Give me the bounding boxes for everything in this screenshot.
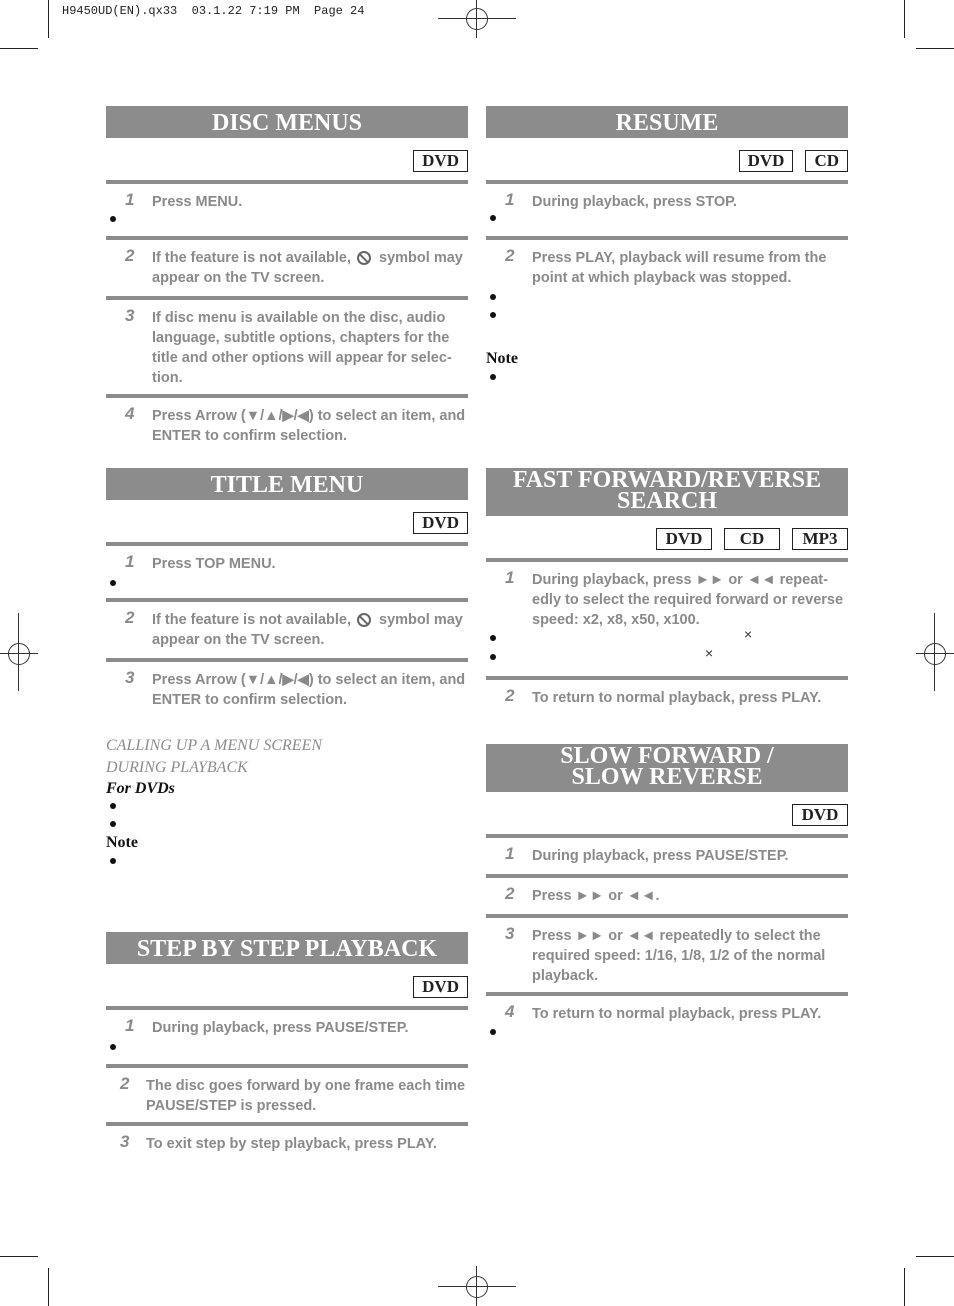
badge-row [106, 150, 468, 172]
registration-line [438, 1286, 516, 1287]
step-number: 2 [505, 884, 515, 903]
badge-row [106, 512, 468, 534]
times-symbol: × [744, 626, 753, 642]
calling-heading-line1: CALLING UP A MENU SCREEN [106, 737, 323, 754]
bullet [110, 803, 116, 809]
step-number: 1 [505, 844, 515, 863]
badge-row [486, 528, 848, 550]
step-number: 3 [120, 1132, 130, 1151]
bullet [110, 821, 116, 827]
step-text: Press PLAY, playback will resume from the point at which playback was stopped. [532, 250, 827, 286]
step [106, 180, 468, 236]
step-number: 3 [125, 306, 135, 325]
cd-badge: CD [724, 528, 780, 550]
prohibited-icon [357, 613, 371, 627]
badge-row [106, 976, 468, 998]
registration-line [438, 18, 516, 19]
step [106, 296, 468, 394]
print-slug: H9450UD(EN).qx33 03.1.22 7:19 PM Page 24 [62, 4, 365, 18]
step [486, 914, 848, 992]
step [106, 1064, 468, 1122]
step-text: Press TOP MENU. [152, 556, 276, 572]
section-title: TITLE MENU [106, 468, 468, 500]
resume-section [486, 106, 848, 348]
registration-line [934, 613, 935, 691]
registration-mark [466, 8, 488, 30]
bullet [490, 374, 496, 380]
bullet [490, 635, 496, 641]
registration-mark [8, 643, 30, 665]
step-text: Press Arrow (▼/▲/▶/◀) to select an item, and ENTER to confirm selection. [152, 408, 466, 444]
crop-mark [904, 0, 905, 38]
registration-line [18, 613, 19, 691]
registration-line [916, 653, 954, 654]
section-title-line: SEARCH [616, 488, 718, 514]
title-menu-section [106, 468, 468, 718]
step-number: 1 [125, 190, 135, 209]
crop-mark [48, 1268, 49, 1306]
step [106, 598, 468, 658]
registration-mark [924, 643, 946, 665]
note-label: Note [106, 834, 138, 851]
step-text-part: symbol may appear on the TV screen. [152, 612, 463, 648]
crop-mark [48, 0, 49, 38]
step [486, 834, 848, 874]
section-title-line: SLOW REVERSE [571, 764, 763, 790]
slow-section [486, 744, 848, 1048]
bullet [490, 1029, 496, 1035]
step-by-step-section [106, 932, 468, 1162]
step [106, 236, 468, 296]
step-text: Press ►► or ◄◄. [532, 888, 660, 904]
cd-badge: CD [805, 150, 848, 172]
step [486, 236, 848, 348]
bullet [490, 654, 496, 660]
step-number: 4 [505, 1002, 515, 1021]
section-title-line: SLOW FORWARD / [560, 743, 774, 769]
registration-line [476, 0, 477, 38]
step-text [152, 610, 468, 650]
section-title: STEP BY STEP PLAYBACK [106, 932, 468, 964]
step-number: 2 [505, 246, 515, 265]
step [106, 394, 468, 454]
badge-row [486, 804, 848, 826]
crop-mark [916, 48, 954, 49]
section-title [486, 744, 848, 792]
note-label: Note [486, 350, 518, 367]
crop-mark [0, 48, 38, 49]
step-number: 2 [505, 686, 515, 705]
badge-row [486, 150, 848, 172]
section-title [486, 468, 848, 516]
calling-heading-line2: DURING PLAYBACK [106, 759, 248, 776]
dvd-badge: DVD [413, 976, 468, 998]
step-number: 2 [120, 1074, 130, 1093]
disc-menus-section [106, 106, 468, 454]
step-text: Press MENU. [152, 194, 243, 210]
registration-line [0, 653, 38, 654]
step [486, 874, 848, 914]
dvd-badge: DVD [792, 804, 848, 826]
step [486, 558, 848, 676]
registration-mark [466, 1276, 488, 1298]
step-text: During playback, press STOP. [532, 194, 737, 210]
step [106, 542, 468, 598]
mp3-badge: MP3 [792, 528, 848, 550]
step-text: Press ►► or ◄◄ repeatedly to select the required speed: 1/16, 1/8, 1/2 of the normal playback. [532, 928, 826, 984]
step-number: 1 [505, 568, 515, 587]
bullet [490, 215, 496, 221]
step-text-part: If the feature is not available, [152, 612, 352, 628]
step-number: 1 [125, 1016, 135, 1035]
step-text: To return to normal playback, press PLAY. [532, 1006, 822, 1022]
fast-forward-section [486, 468, 848, 716]
step-text: During playback, press ►► or ◄◄ repeat-edly to select the required forward or reverse speed: x2, x8, x50, x100. [532, 572, 844, 628]
step-text: The disc goes forward by one frame each time PAUSE/STEP is pressed. [146, 1078, 466, 1114]
step-number: 3 [505, 924, 515, 943]
step-number: 1 [505, 190, 515, 209]
section-title: DISC MENUS [106, 106, 468, 138]
bullet [490, 294, 496, 300]
step-text: To return to normal playback, press PLAY. [532, 690, 822, 706]
section-title: RESUME [486, 106, 848, 138]
bullet [490, 312, 496, 318]
step [486, 180, 848, 236]
step-number: 3 [125, 668, 135, 687]
dvd-badge: DVD [739, 150, 794, 172]
dvd-badge: DVD [413, 150, 468, 172]
step-number: 4 [125, 404, 135, 423]
step-number: 2 [125, 608, 135, 627]
bullet [110, 580, 116, 586]
for-dvds-label: For DVDs [106, 780, 175, 797]
times-symbol: × [705, 645, 714, 661]
step-text: Press Arrow (▼/▲/▶/◀) to select an item, and ENTER to confirm selection. [152, 672, 466, 708]
step [106, 1122, 468, 1162]
step [486, 676, 848, 716]
step-number: 1 [125, 552, 135, 571]
step-number: 2 [125, 246, 135, 265]
step-text-part: symbol may appear on the TV screen. [152, 250, 463, 286]
step-text-part: If the feature is not available, [152, 250, 352, 266]
step [486, 992, 848, 1048]
section-title-line: FAST FORWARD/REVERSE [512, 467, 822, 493]
step-text: During playback, press PAUSE/STEP. [532, 848, 789, 864]
step [106, 1006, 468, 1064]
bullet [110, 858, 116, 864]
bullet [110, 1044, 116, 1050]
crop-mark [916, 1256, 954, 1257]
step-text: During playback, press PAUSE/STEP. [152, 1020, 409, 1036]
dvd-badge: DVD [656, 528, 712, 550]
registration-line [476, 1266, 477, 1306]
crop-mark [0, 1256, 38, 1257]
step-text: If disc menu is available on the disc, audio language, subtitle options, chapters for the title and other options will appear for selec-tion. [152, 310, 452, 386]
prohibited-icon [357, 251, 371, 265]
step-text: To exit step by step playback, press PLAY. [146, 1136, 437, 1152]
bullet [110, 216, 116, 222]
dvd-badge: DVD [413, 512, 468, 534]
crop-mark [904, 1268, 905, 1306]
step [106, 658, 468, 718]
step-text [152, 248, 468, 288]
